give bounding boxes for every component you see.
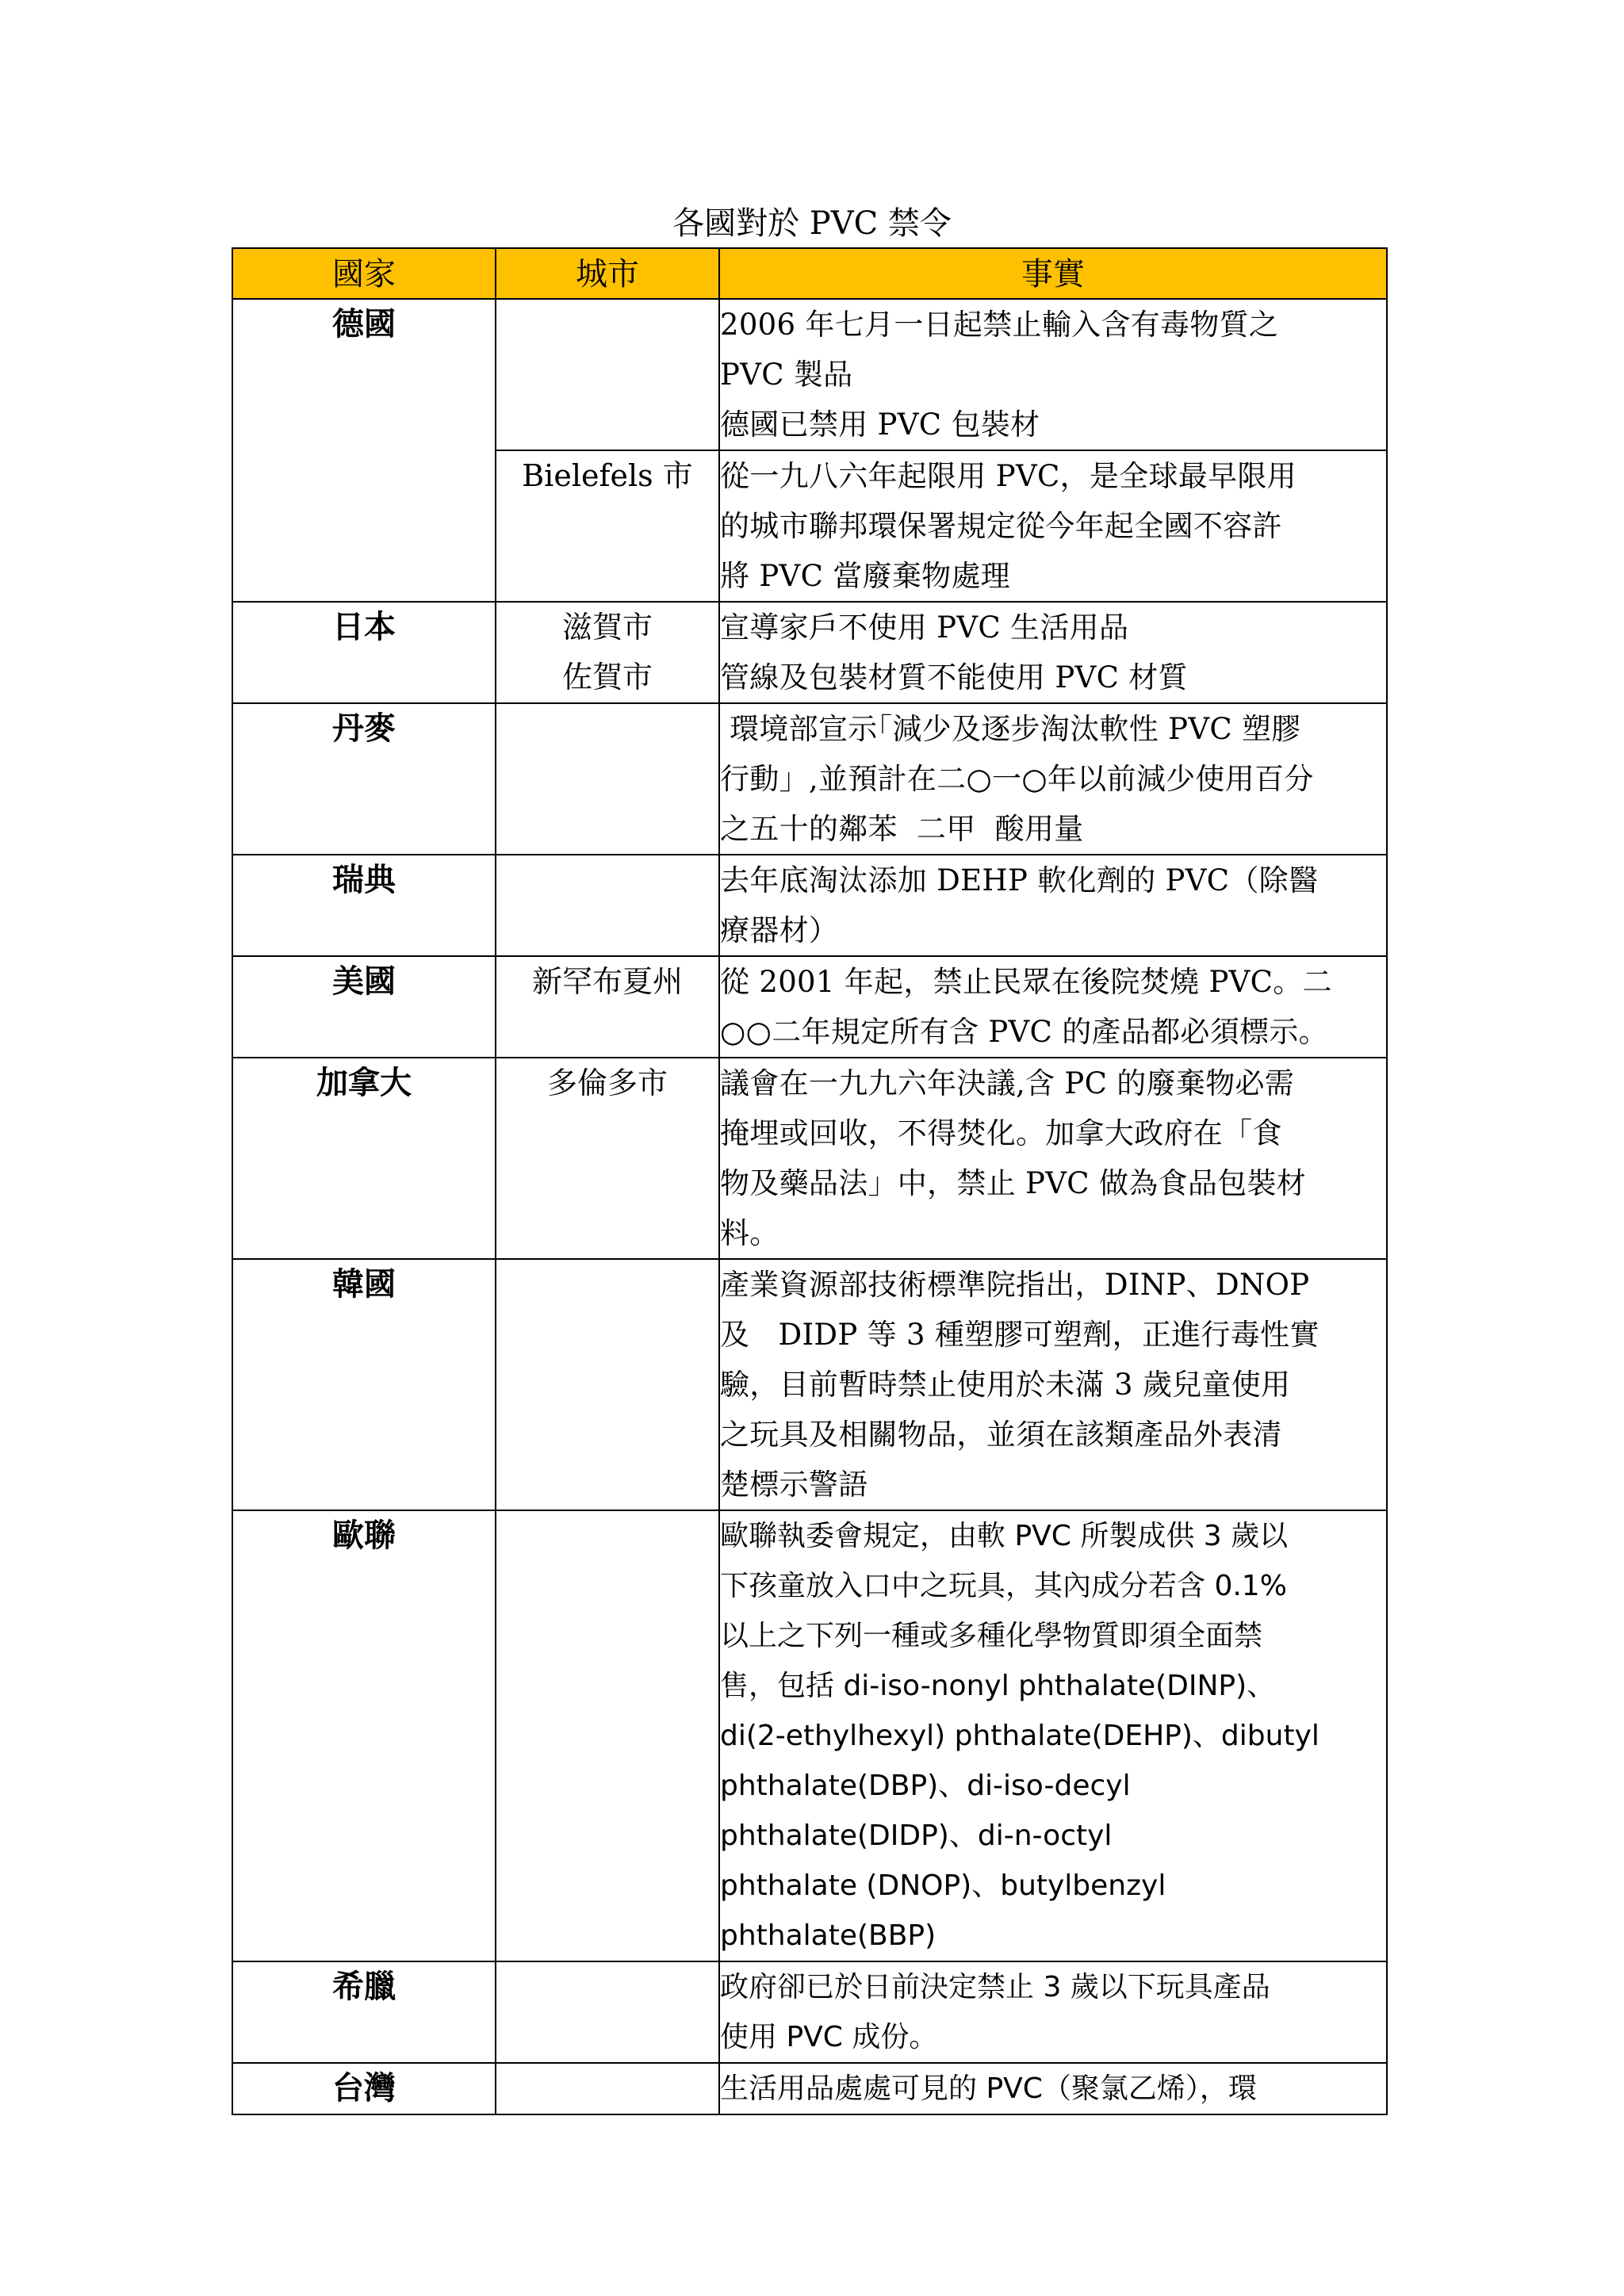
table-row-sweden [232, 855, 1387, 956]
fact-line: 驗，目前暫時禁止使用於未滿 3 歲兒童使用 [720, 1368, 1291, 1402]
fact-cell [719, 1058, 1387, 1259]
fact-line: 生活用品處處可見的 PVC（聚氯乙烯），環 [720, 2072, 1257, 2105]
city-line: 佐賀市 [561, 660, 653, 695]
header-fact: 事實 [719, 248, 1387, 299]
fact-line: 政府卻已於日前決定禁止 3 歲以下玩具產品 [720, 1971, 1270, 2003]
country-cell: 美國 [232, 956, 496, 1058]
fact-line: ○○二年規定所有含 PVC 的產品都必須標示。 [720, 1015, 1328, 1049]
country-cell: 歐聯 [232, 1510, 496, 1961]
country-cell: 加拿大 [232, 1058, 496, 1259]
fact-line: 宣導家戶不使用 PVC 生活用品 [720, 610, 1129, 645]
fact-line: phthalate (DNOP)、butylbenzyl [720, 1869, 1166, 1902]
header-city: 城市 [496, 248, 719, 299]
city-cell-empty [496, 703, 719, 855]
table-row-usa [232, 956, 1387, 1058]
fact-cell [719, 602, 1387, 703]
fact-line: 掩埋或回收，不得焚化。加拿大政府在「食 [720, 1116, 1282, 1150]
table-row-denmark [232, 703, 1387, 855]
table-row-korea [232, 1259, 1387, 1510]
fact-line: 售，包括 di-iso-nonyl phthalate(DINP)、 [720, 1670, 1276, 1702]
city-line: 滋賀市 [561, 610, 653, 645]
country-cell: 台灣 [232, 2063, 496, 2114]
pvc-ban-table [232, 247, 1388, 2115]
table-header-row [232, 248, 1387, 299]
city-cell-empty [496, 1961, 719, 2063]
fact-line: 的城市聯邦環保署規定從今年起全國不容許 [720, 509, 1282, 543]
fact-line: 歐聯執委會規定，由軟 PVC 所製成供 3 歲以 [720, 1520, 1289, 1552]
fact-line: 物及藥品法」中，禁止 PVC 做為食品包裝材 [720, 1166, 1307, 1200]
fact-line: 議會在一九九六年決議,含 PC 的廢棄物必需 [720, 1066, 1295, 1100]
fact-line: 之五十的鄰苯 二甲 酸用量 [720, 812, 1084, 846]
fact-line: 下孩童放入口中之玩具，其內成分若含 0.1% [720, 1570, 1287, 1602]
fact-line: 之玩具及相關物品，並須在該類產品外表清 [720, 1418, 1282, 1452]
fact-cell [719, 1510, 1387, 1961]
fact-line: 產業資源部技術標準院指出，DINP、DNOP [720, 1268, 1310, 1302]
table-row-taiwan [232, 2063, 1387, 2114]
fact-line: 及 DIDP 等 3 種塑膠可塑劑，正進行毒性實 [720, 1318, 1320, 1352]
country-cell: 德國 [232, 299, 496, 602]
fact-line: phthalate(DIDP)、di-n-octyl [720, 1820, 1113, 1852]
city-cell-empty [496, 299, 719, 450]
fact-cell [719, 1961, 1387, 2063]
city-cell: 多倫多市 [496, 1058, 719, 1259]
city-cell: 新罕布夏州 [496, 956, 719, 1058]
fact-line: 楚標示警語 [720, 1468, 868, 1502]
fact-line: 德國已禁用 PVC 包裝材 [720, 408, 1040, 442]
fact-cell [719, 956, 1387, 1058]
fact-line: di(2-ethylhexyl) phthalate(DEHP)、dibutyl [720, 1720, 1320, 1752]
fact-cell [719, 1259, 1387, 1510]
fact-cell [719, 855, 1387, 956]
country-cell: 瑞典 [232, 855, 496, 956]
country-cell: 韓國 [232, 1259, 496, 1510]
fact-line: 管線及包裝材質不能使用 PVC 材質 [720, 660, 1188, 695]
city-cell-empty [496, 1259, 719, 1510]
table-row-japan [232, 602, 1387, 703]
fact-line: 行動」,並預計在二○一○年以前減少使用百分 [720, 762, 1314, 796]
fact-line: PVC 製品 [720, 358, 853, 392]
fact-cell [719, 299, 1387, 450]
fact-cell [719, 703, 1387, 855]
table-row-canada [232, 1058, 1387, 1259]
country-cell: 希臘 [232, 1961, 496, 2063]
city-cell-empty [496, 855, 719, 956]
fact-line: 環境部宣示｢減少及逐步淘汰軟性 PVC 塑膠 [720, 712, 1301, 746]
fact-line: 從一九八六年起限用 PVC，是全球最早限用 [720, 459, 1297, 493]
fact-line: 以上之下列一種或多種化學物質即須全面禁 [720, 1620, 1263, 1652]
header-country: 國家 [232, 248, 496, 299]
table-row-eu [232, 1510, 1387, 1961]
country-cell: 丹麥 [232, 703, 496, 855]
city-cell-empty [496, 1510, 719, 1961]
fact-line: 使用 PVC 成份。 [720, 2021, 938, 2053]
fact-cell [719, 450, 1387, 602]
fact-line: phthalate(DBP)、di-iso-decyl [720, 1770, 1131, 1802]
fact-line: 料。 [720, 1216, 779, 1250]
table-row-greece [232, 1961, 1387, 2063]
country-cell: 日本 [232, 602, 496, 703]
table-row-germany [232, 299, 1387, 450]
fact-line: 去年底淘汰添加 DEHP 軟化劑的 PVC（除醫 [720, 863, 1319, 897]
city-cell [496, 602, 719, 703]
fact-cell [719, 2063, 1387, 2114]
city-cell-empty [496, 2063, 719, 2114]
fact-line: 從 2001 年起，禁止民眾在後院焚燒 PVC。二 [720, 965, 1332, 999]
document-title: 各國對於 PVC 禁令 [672, 205, 952, 242]
fact-line: 將 PVC 當廢棄物處理 [720, 559, 1011, 593]
fact-line: 療器材） [720, 913, 839, 947]
city-cell: Bielefels 市 [496, 450, 719, 602]
fact-line: 2006 年七月一日起禁止輸入含有毒物質之 [720, 308, 1279, 342]
fact-line: phthalate(BBP) [720, 1919, 936, 1952]
